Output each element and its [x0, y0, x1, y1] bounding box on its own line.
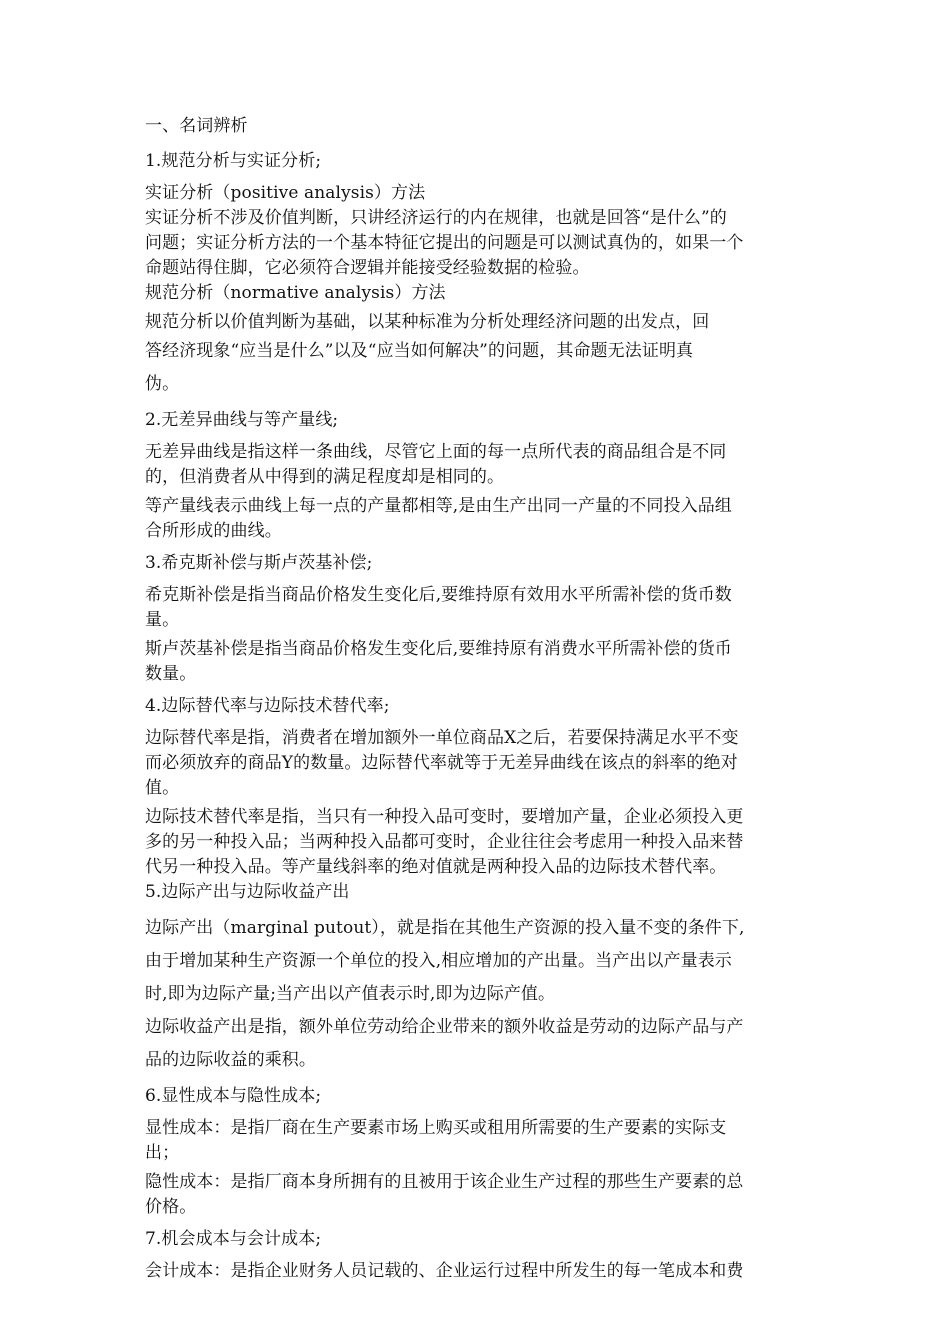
paragraph-line: 价格。	[145, 1197, 197, 1217]
paragraph-line: 问题；实证分析方法的一个基本特征它提出的问题是可以测试真伪的，如果一个	[145, 233, 744, 253]
section-heading: 一、名词辨析	[145, 116, 248, 136]
paragraph-line: 边际替代率是指，消费者在增加额外一单位商品X之后，若要保持满足水平不变	[145, 728, 739, 748]
paragraph-line: 斯卢茨基补偿是指当商品价格发生变化后,要维持原有消费水平所需补偿的货币	[145, 639, 732, 659]
paragraph-line: 答经济现象“应当是什么”以及“应当如何解决”的问题，其命题无法证明真	[145, 341, 694, 361]
paragraph-line: 边际产出（marginal putout），就是指在其他生产资源的投入量不变的条件下,	[145, 918, 745, 938]
paragraph-line: 会计成本：是指企业财务人员记载的、企业运行过程中所发生的每一笔成本和费	[145, 1261, 744, 1281]
paragraph-line: 多的另一种投入品；当两种投入品都可变时，企业往往会考虑用一种投入品来替	[145, 832, 744, 852]
paragraph-line: 伪。	[145, 374, 180, 394]
paragraph-line: 等产量线表示曲线上每一点的产量都相等,是由生产出同一产量的不同投入品组	[145, 496, 732, 516]
term-heading-7: 7.机会成本与会计成本;	[145, 1229, 322, 1249]
paragraph-line: 而必须放弃的商品Y的数量。边际替代率就等于无差异曲线在该点的斜率的绝对	[145, 753, 738, 773]
paragraph-line: 显性成本：是指厂商在生产要素市场上购买或租用所需要的生产要素的实际支	[145, 1118, 727, 1138]
term-heading-5: 5.边际产出与边际收益产出	[145, 882, 350, 902]
term-heading-4: 4.边际替代率与边际技术替代率;	[145, 696, 390, 716]
term-heading-6: 6.显性成本与隐性成本;	[145, 1086, 322, 1106]
paragraph-line: 品的边际收益的乘积。	[145, 1050, 316, 1070]
paragraph-line: 实证分析不涉及价值判断，只讲经济运行的内在规律，也就是回答“是什么”的	[145, 208, 727, 228]
paragraph-line: 的，但消费者从中得到的满足程度却是相同的。	[145, 467, 505, 487]
paragraph-line: 由于增加某种生产资源一个单位的投入,相应增加的产出量。当产出以产量表示	[145, 951, 732, 971]
subheading-normative: 规范分析（normative analysis）方法	[145, 283, 446, 303]
paragraph-line: 隐性成本：是指厂商本身所拥有的且被用于该企业生产过程的那些生产要素的总	[145, 1172, 744, 1192]
paragraph-line: 数量。	[145, 664, 197, 684]
paragraph-line: 规范分析以价值判断为基础，以某种标准为分析处理经济问题的出发点，回	[145, 312, 710, 332]
paragraph-line: 无差异曲线是指这样一条曲线，尽管它上面的每一点所代表的商品组合是不同	[145, 442, 727, 462]
paragraph-line: 边际技术替代率是指，当只有一种投入品可变时，要增加产量，企业必须投入更	[145, 807, 744, 827]
paragraph-line: 量。	[145, 610, 180, 630]
document-page	[145, 114, 813, 1284]
paragraph-line: 合所形成的曲线。	[145, 521, 282, 541]
paragraph-line: 时,即为边际产量;当产出以产值表示时,即为边际产值。	[145, 984, 556, 1004]
term-heading-2: 2.无差异曲线与等产量线;	[145, 410, 339, 430]
term-heading-3: 3.希克斯补偿与斯卢茨基补偿;	[145, 553, 373, 573]
paragraph-line: 边际收益产出是指，额外单位劳动给企业带来的额外收益是劳动的边际产品与产	[145, 1017, 744, 1037]
term-heading-1: 1.规范分析与实证分析;	[145, 151, 322, 171]
paragraph-line: 出；	[145, 1143, 180, 1163]
paragraph-line: 命题站得住脚，它必须符合逻辑并能接受经验数据的检验。	[145, 258, 590, 278]
paragraph-line: 代另一种投入品。等产量线斜率的绝对值就是两种投入品的边际技术替代率。	[145, 857, 727, 877]
paragraph-line: 值。	[145, 778, 180, 798]
subheading-positive: 实证分析（positive analysis）方法	[145, 183, 426, 203]
paragraph-line: 希克斯补偿是指当商品价格发生变化后,要维持原有效用水平所需补偿的货币数	[145, 585, 732, 605]
